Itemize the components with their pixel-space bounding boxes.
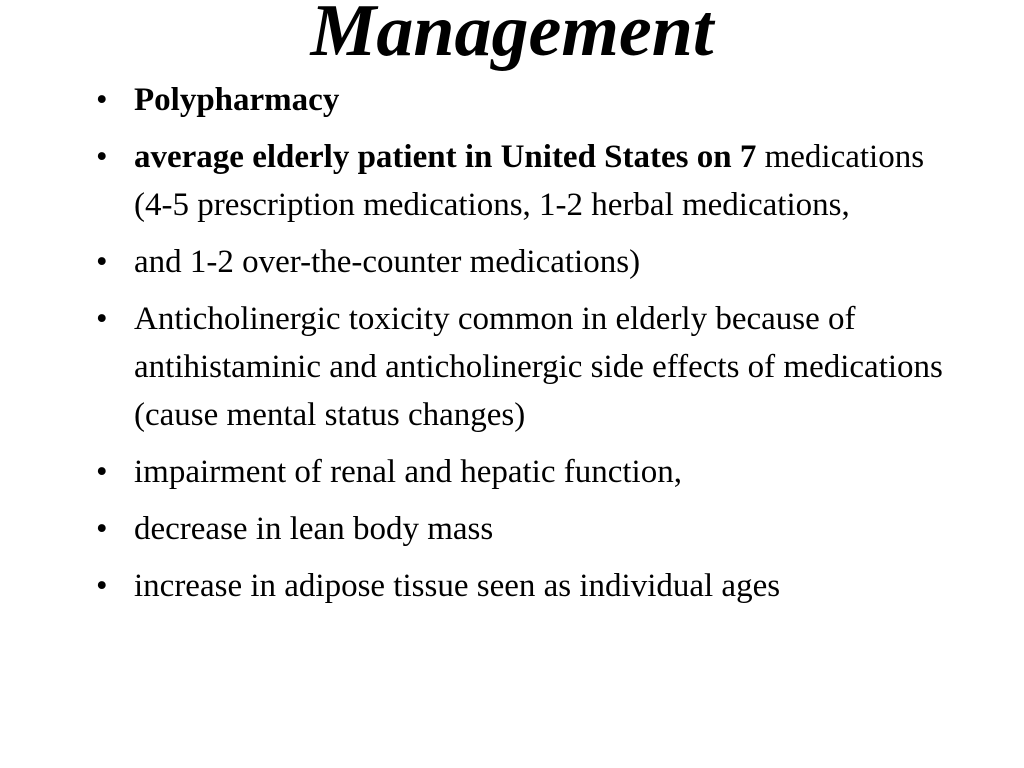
bullet-text: increase in adipose tissue seen as individual ages xyxy=(134,568,781,604)
bullet-text: impairment of renal and hepatic function, xyxy=(134,454,682,490)
bullet-text: Anticholinergic toxicity common in elderly because of antihistaminic and anticholinergic side effects of medications (cause mental status changes) xyxy=(134,301,943,433)
bullet-item xyxy=(96,562,956,610)
bullet-icon: • xyxy=(96,139,108,175)
bullet-text: medications (4-5 prescription medications, 1-2 herbal medications, xyxy=(134,139,925,223)
bullet-icon: • xyxy=(96,454,108,490)
bullet-icon: • xyxy=(96,301,108,337)
bullet-item xyxy=(96,295,956,439)
bullet-icon: • xyxy=(96,244,108,280)
bullet-icon: • xyxy=(96,568,108,604)
bullet-icon: • xyxy=(96,511,108,547)
bullet-item xyxy=(96,76,956,124)
bullet-text: decrease in lean body mass xyxy=(134,511,494,547)
bullet-item xyxy=(96,133,956,229)
slide-title: Management xyxy=(310,0,714,72)
bullet-icon: • xyxy=(96,82,108,118)
bullet-item xyxy=(96,505,956,553)
bullet-bold-text: Polypharmacy xyxy=(134,82,340,118)
bullet-list xyxy=(96,76,956,619)
bullet-bold-text: average elderly patient in United States on 7 xyxy=(134,139,757,175)
bullet-text: and 1-2 over-the-counter medications) xyxy=(134,244,641,280)
bullet-item xyxy=(96,238,956,286)
bullet-item xyxy=(96,448,956,496)
